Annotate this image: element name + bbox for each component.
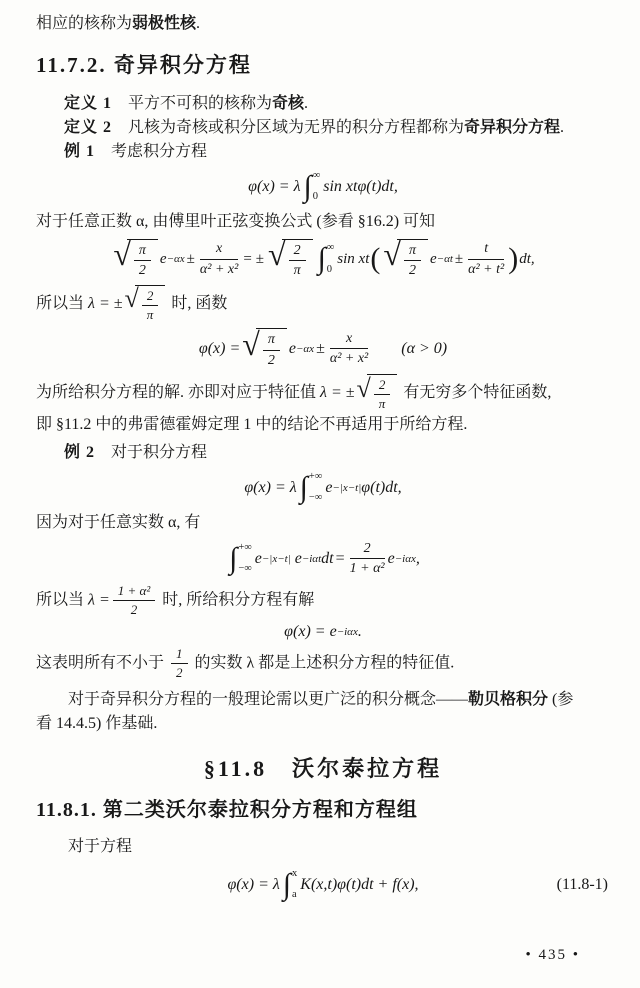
f2-e2: e [429, 250, 437, 267]
definition-2-end: . [560, 118, 565, 136]
f5-integral-sign [229, 541, 252, 577]
open-paren: ( [370, 242, 381, 275]
p5-lambda: λ = [88, 590, 110, 608]
definition-2-term-singular-integral-equation: 奇异积分方程 [464, 118, 561, 136]
para-lebesgue-line1 [36, 688, 610, 712]
p5-pre: 所以当 [36, 590, 89, 608]
f3-sqrt-body [256, 328, 287, 369]
p3a-lambda: λ = ± [320, 383, 355, 401]
f2-sqrt1-body [127, 239, 158, 280]
para-eigenfunctions-line2-fredholm: 即 §11.2 中的弗雷德霍姆定理 1 中的结论不再适用于所给方程. [36, 415, 468, 433]
definition-1-term-singular-kernel: 奇核 [272, 94, 305, 112]
radical-icon: √ [268, 236, 286, 273]
f5-lower-limit: −∞ [238, 563, 252, 574]
equals-sign: = [335, 549, 345, 567]
f2-frac1-num: π [134, 242, 151, 262]
f6-end: . [357, 623, 362, 640]
definition-2-pre: 凡核为奇核或积分区域为无界的积分方程都称为 [128, 118, 465, 136]
p6-frac-den: 2 [176, 665, 183, 681]
p2-sqrt-body [135, 285, 166, 324]
f7-integral-limits [292, 867, 297, 903]
f5-comma: , [415, 549, 420, 567]
f2-sqrt3-body [397, 239, 428, 280]
f1-lhs: φ(x) = λ [248, 177, 301, 195]
p5-frac-1-plus-alpha2-over-2 [113, 583, 156, 619]
f2-integral-limits [327, 241, 335, 277]
integral-icon: ∫ [299, 470, 308, 504]
definition-1 [36, 92, 610, 116]
f4-lhs: φ(x) = λ [244, 478, 297, 496]
f2-sqrt-pi-over-2-inner [383, 236, 428, 280]
heading-11-8-volterra-equations: §11.8 沃尔泰拉方程 [203, 755, 443, 781]
example-1-label: 例 1 [64, 142, 96, 160]
formula-solution-example1: φ(x) = √ $\frac{\pi}{2}$ e −αx ± $\frac{x}{\text{α² + x²}}$ (α > 0) [198, 325, 448, 368]
p5-frac-den: 2 [130, 601, 138, 617]
f5-integral-limits [238, 541, 251, 577]
p2-frac [142, 288, 159, 324]
f2-sin-xt: sin xt [337, 250, 370, 267]
f7-integral-sign [283, 867, 297, 903]
f1-integral-sign [304, 169, 321, 205]
close-paren: ) [508, 242, 519, 275]
f2-frac4-num: π [404, 242, 421, 262]
heading-11-8-1-second-kind-volterra: 11.8.1. 第二类沃尔泰拉积分方程和方程组 [36, 798, 418, 821]
f2-integral-sign [318, 241, 335, 277]
f2-frac-pi-2-inner [404, 242, 421, 280]
p5-post: 时, 所给积分方程有解 [158, 590, 315, 608]
equation-number-11-8-1: (11.8-1) [556, 875, 608, 893]
f7-rhs: K(x,t)φ(t)dt + f(x), [300, 875, 419, 893]
f2-dt: dt, [519, 250, 535, 267]
page-number: • 435 • [525, 947, 580, 963]
f5-frac-den: 1 + α² [349, 561, 385, 576]
p3a-sqrt-body [367, 374, 398, 413]
formula-example2-exponential-kernel: φ(x) = λ ∫ +∞ −∞ e −|x−t| φ(t)dt, [244, 470, 402, 504]
p7-text: 对于奇异积分方程的一般理论需以更广泛的积分概念—— [68, 690, 469, 708]
definition-2 [36, 116, 610, 140]
f2-frac-t [468, 240, 504, 278]
integral-icon: ∫ [317, 242, 326, 275]
f4-upper-limit: +∞ [308, 470, 323, 482]
equals-sign: = [243, 250, 252, 267]
f3-condition-alpha-positive: (α > 0) [401, 339, 448, 357]
p6-post: 的实数 λ 都是上述积分方程的特征值. [190, 654, 455, 672]
example-2-intro [36, 441, 610, 465]
p3a-frac [374, 377, 391, 413]
f2-frac4-den: 2 [408, 263, 416, 278]
f5-e2: e [294, 549, 302, 567]
intro-line [36, 12, 610, 36]
f3-e: e [288, 339, 296, 357]
example-2-text: 对于积分方程 [111, 443, 208, 461]
p3a-pre: 为所给积分方程的解. 亦即对应于特征值 [36, 383, 321, 401]
intro-pre: 相应的核称为 [36, 15, 133, 32]
radical-icon: √ [113, 236, 131, 273]
radical-icon: √ [242, 325, 260, 362]
intro-term-weak-polar-kernel: 弱极性核 [132, 15, 197, 32]
p3a-sqrt-2-over-pi [357, 374, 398, 413]
para-fourier-sine-transform: 对于任意正数 α, 由傅里叶正弦变换公式 (参看 §16.2) 可知 [36, 212, 436, 230]
radical-icon: √ [383, 236, 401, 273]
f2-upper-limit: ∞ [326, 242, 335, 253]
formula-solution-example2: φ(x) = e −iαx . [36, 620, 610, 644]
p2-frac-num: 2 [142, 288, 159, 306]
f5-e1: e [254, 549, 262, 567]
example-1-intro [36, 140, 610, 164]
f1-integral-limits [313, 169, 321, 205]
f5-frac-num: 2 [350, 540, 385, 560]
para-lebesgue-line2: 看 14.4.5) 作基础. [36, 714, 158, 732]
f2-frac3-num: 2 [289, 242, 306, 262]
f2-sqrt-pi-over-2 [113, 236, 158, 280]
para-lambda-condition-2 [36, 583, 610, 619]
example-1-text: 考虑积分方程 [111, 142, 208, 160]
para-any-real-alpha: 因为对于任意实数 α, 有 [36, 513, 201, 531]
definition-1-label: 定义 1 [64, 94, 113, 112]
p2-post: 时, 函数 [167, 294, 228, 312]
para-for-equation: 对于方程 [68, 837, 133, 855]
definition-1-end: . [304, 94, 309, 112]
p2-frac-den: π [146, 306, 154, 322]
f3-frac2-num: x [330, 330, 368, 350]
f3-frac1-den: 2 [267, 352, 275, 368]
formula-fourier-exponential-identity: ∫ +∞ −∞ e −|x−t| e −iαt dt = $\frac{2}{\text{1 + α²}}$ e −iαx , [229, 540, 420, 576]
p3a-frac-den: π [378, 396, 386, 412]
f3-frac2-den: α² + x² [329, 351, 369, 366]
f4-e: e [325, 478, 333, 496]
formula-example1-sine-kernel [36, 169, 610, 205]
f3-frac-pi-2 [263, 331, 280, 369]
f3-lhs: φ(x) = [198, 339, 241, 357]
f2-frac-pi-2 [134, 242, 151, 280]
p6-pre: 这表明所有不小于 [36, 654, 169, 672]
f3-sqrt-pi-over-2 [242, 325, 287, 369]
formula-sine-transform-identity: √ $\frac{\pi}{2}$ e −αx ± $\frac{x}{\text{α² + x²}}$ = ± √ $\frac{2}{\pi}$ ∫ ∞ 0 sin xt ( √ $\frac{\pi}{2}$ e −αt ± $\frac{t}{\text{α² + t²}}$ ) dt, [113, 236, 535, 278]
definition-2-label: 定义 2 [64, 118, 113, 136]
f2-frac-2-pi [289, 242, 306, 280]
f2-frac5-num: t [468, 240, 504, 260]
p2-sqrt-2-over-pi [125, 285, 166, 324]
para-eigenvalues-conclusion [36, 646, 610, 682]
para-eigenfunctions-line1 [36, 374, 610, 413]
f3-frac-x [330, 330, 368, 368]
plus-minus-icon: ± [454, 250, 464, 267]
integral-icon: ∫ [303, 169, 312, 203]
f3-frac1-num: π [263, 331, 280, 351]
definition-1-pre: 平方不可积的核称为 [128, 94, 273, 112]
p7-term-lebesgue-integral: 勒贝格积分 [468, 690, 549, 708]
f2-frac2-den: α² + x² [199, 261, 239, 277]
f7-upper-limit: x [292, 867, 298, 879]
f2-frac3-den: π [293, 263, 301, 278]
f5-upper-limit: +∞ [238, 541, 252, 553]
f1-lower-limit: 0 [312, 191, 318, 202]
f7-lhs: φ(x) = λ [227, 875, 280, 893]
p2-pre: 所以当 [36, 294, 89, 312]
f7-lower-limit: a [292, 889, 297, 900]
radical-icon: √ [124, 284, 139, 314]
p3a-post: 有无穷多个特征函数, [399, 383, 552, 401]
f5-e3: e [387, 549, 395, 567]
f2-lower-limit: 0 [326, 263, 333, 275]
f5-frac-2-over-1-plus-alpha2 [350, 540, 385, 578]
radical-icon: √ [356, 373, 371, 403]
p6-frac-num: 1 [171, 646, 188, 664]
plus-minus-icon: ± [316, 339, 325, 357]
plus-minus-icon: ± [255, 250, 265, 267]
integral-icon: ∫ [229, 541, 238, 575]
f1-rhs: sin xtφ(t)dt, [323, 177, 398, 195]
f2-e1: e [159, 250, 167, 267]
heading-11-7-2-singular-integral-equations: 11.7.2. 奇异积分方程 [36, 53, 252, 77]
intro-end: . [196, 15, 201, 32]
f4-rhs: φ(t)dt, [361, 478, 402, 496]
para-lambda-condition-1 [36, 285, 610, 324]
plus-minus-icon: ± [186, 250, 195, 267]
f2-frac-x [200, 240, 238, 278]
p6-frac-one-half [171, 646, 188, 682]
f4-integral-sign [300, 470, 323, 506]
p7-paren: (参 [548, 690, 574, 708]
f4-lower-limit: −∞ [308, 492, 323, 503]
f1-upper-limit: ∞ [312, 169, 321, 181]
f2-frac5-den: α² + t² [468, 261, 505, 277]
f2-sqrt-2-over-pi [268, 236, 313, 280]
p3a-frac-num: 2 [374, 377, 391, 395]
f2-sqrt2-body [282, 239, 313, 280]
p2-lambda: λ = ± [88, 294, 123, 312]
f5-dt: dt [321, 549, 334, 567]
f2-frac1-den: 2 [138, 263, 146, 278]
formula-volterra-equation [36, 867, 610, 903]
example-2-label: 例 2 [64, 443, 96, 461]
f4-integral-limits [309, 470, 322, 506]
p5-frac-num: 1 + α² [113, 583, 156, 601]
integral-icon: ∫ [282, 867, 292, 901]
f2-frac2-num: x [200, 240, 238, 260]
f6-lhs: φ(x) = e [284, 623, 337, 640]
